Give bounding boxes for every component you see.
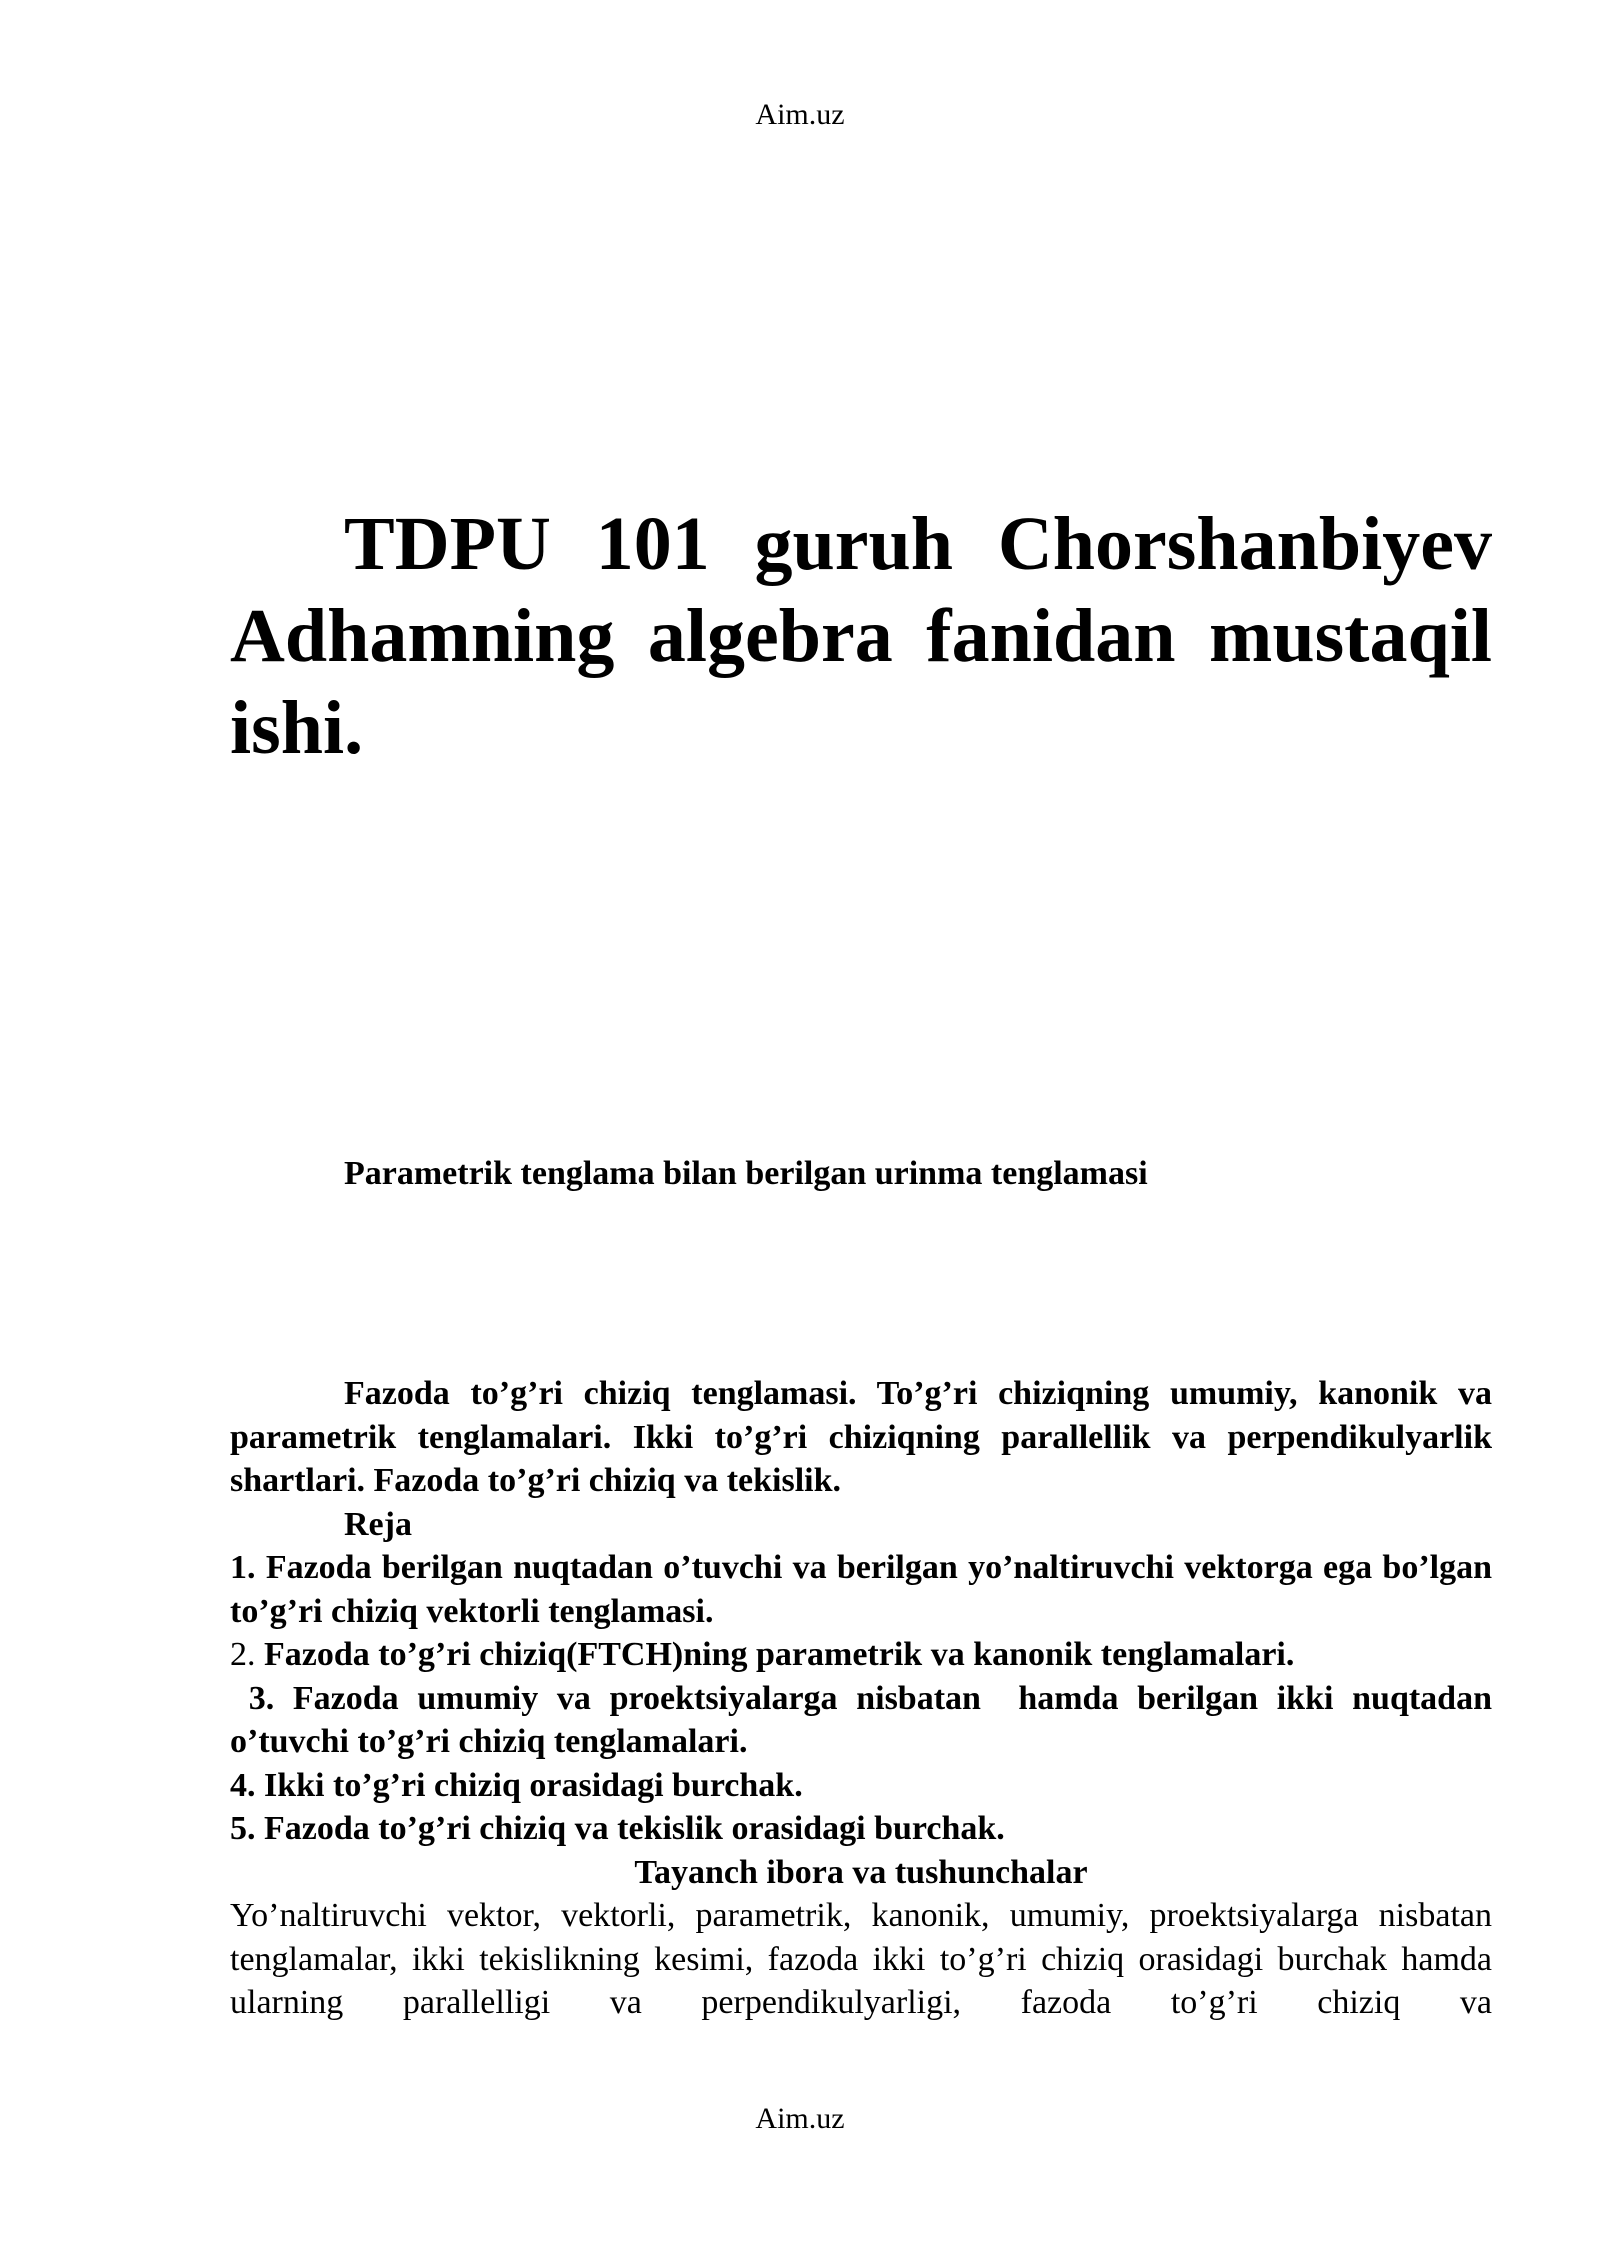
plan-heading: Reja bbox=[344, 1505, 412, 1543]
keywords-paragraph: Yo’naltiruvchi vektor, vektorli, parametrik, kanonik, umumiy, proektsiyalarga nisbatan tenglamalar, ikki tekislikning kesimi, fazoda ikki to’g’ri chiziq orasidagi burchak hamda ularning parallelligi va perpendikulyarligi, fazoda to’g’ri chiziq va bbox=[230, 1897, 1492, 2021]
plan-item bbox=[230, 1764, 1492, 1808]
plan-item bbox=[230, 1677, 1501, 1764]
plan-item-text: Ikki to’g’ri chiziq orasidagi burchak. bbox=[264, 1766, 803, 1804]
plan-item-text: Fazoda to’g’ri chiziq(FTCH)ning parametrik va kanonik tenglamalari. bbox=[264, 1636, 1295, 1673]
page-header: Aim.uz bbox=[755, 98, 845, 131]
page-footer: Aim.uz bbox=[755, 2102, 845, 2135]
plan-item bbox=[230, 1633, 1492, 1677]
plan-item-number: 5. bbox=[230, 1810, 256, 1847]
plan-item-number: 4. bbox=[230, 1766, 256, 1804]
plan-item-text: Fazoda to’g’ri chiziq va tekislik orasidagi burchak. bbox=[264, 1810, 1005, 1847]
plan-item-number: 3. bbox=[230, 1679, 275, 1717]
plan-item-number: 2. bbox=[230, 1636, 256, 1673]
document-body bbox=[230, 1372, 1501, 2068]
intro-paragraph: Fazoda to’g’ri chiziq tenglamasi. To’g’ri chiziqning umumiy, kanonik va parametrik tenglamalari. Ikki to’g’ri chiziqning parallellik va perpendikulyarlik shartlari. Fazoda to’g’ri chiziq va tekislik. bbox=[230, 1375, 1492, 1499]
plan-item-number: 1. bbox=[230, 1549, 256, 1586]
keywords-heading: Tayanch ibora va tushunchalar bbox=[634, 1853, 1088, 1891]
document-title: TDPU 101 guruh Chorshanbiyev Adhamning algebra fanidan mustaqil ishi. bbox=[230, 502, 1492, 770]
plan-item bbox=[230, 1546, 1492, 1633]
plan-item-text: Fazoda berilgan nuqtadan o’tuvchi va berilgan yo’naltiruvchi vektorga ega bo’lgan to’g’ri chiziq vektorli tenglamasi. bbox=[230, 1549, 1493, 1630]
document-subtitle: Parametrik tenglama bilan berilgan urinma tenglamasi bbox=[344, 1155, 1148, 1192]
plan-item-text: Fazoda umumiy va proektsiyalarga nisbatan hamda berilgan ikki nuqtadan o’tuvchi to’g’ri chiziq tenglamalari. bbox=[230, 1679, 1501, 1760]
plan-item bbox=[230, 1807, 1492, 1851]
